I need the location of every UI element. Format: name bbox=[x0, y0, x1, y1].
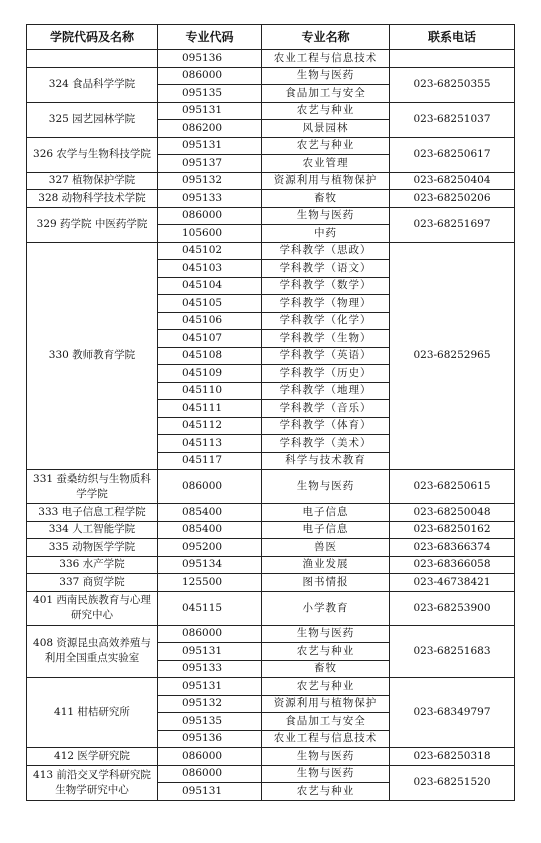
major-code-cell: 045104 bbox=[158, 277, 262, 295]
major-code-cell: 095132 bbox=[158, 695, 262, 713]
phone-cell: 023-68250615 bbox=[390, 470, 515, 504]
major-code-cell: 086000 bbox=[158, 748, 262, 766]
header-major: 专业名称 bbox=[262, 25, 390, 50]
table-row bbox=[27, 504, 515, 522]
major-name-cell: 学科教学（化学） bbox=[262, 312, 390, 330]
major-name-cell: 农艺与种业 bbox=[262, 102, 390, 120]
major-code-cell: 086000 bbox=[158, 625, 262, 643]
major-name-cell: 中药 bbox=[262, 225, 390, 243]
table-row bbox=[27, 556, 515, 574]
major-code-cell: 095131 bbox=[158, 137, 262, 155]
major-name-cell: 农艺与种业 bbox=[262, 643, 390, 661]
major-name-cell: 小学教育 bbox=[262, 591, 390, 625]
major-code-cell: 086000 bbox=[158, 470, 262, 504]
college-cell: 331 蚕桑纺织与生物质科学学院 bbox=[27, 470, 158, 504]
major-code-cell: 045106 bbox=[158, 312, 262, 330]
college-cell: 333 电子信息工程学院 bbox=[27, 504, 158, 522]
major-name-cell: 资源利用与植物保护 bbox=[262, 172, 390, 190]
college-cell: 330 教师教育学院 bbox=[27, 242, 158, 470]
major-name-cell: 畜牧 bbox=[262, 660, 390, 678]
table-row bbox=[27, 50, 515, 68]
phone-cell: 023-68250355 bbox=[390, 67, 515, 102]
major-name-cell: 资源利用与植物保护 bbox=[262, 695, 390, 713]
phone-cell: 023-68366374 bbox=[390, 539, 515, 557]
header-code: 专业代码 bbox=[158, 25, 262, 50]
major-name-cell: 食品加工与安全 bbox=[262, 713, 390, 731]
college-cell: 408 资源昆虫高效养殖与利用全国重点实验室 bbox=[27, 625, 158, 678]
major-code-cell: 045103 bbox=[158, 260, 262, 278]
table-row bbox=[27, 242, 515, 260]
major-name-cell: 渔业发展 bbox=[262, 556, 390, 574]
major-code-cell: 045109 bbox=[158, 365, 262, 383]
major-code-cell: 045117 bbox=[158, 452, 262, 470]
phone-cell: 023-68250048 bbox=[390, 504, 515, 522]
major-name-cell: 风景园林 bbox=[262, 120, 390, 138]
major-code-cell: 095131 bbox=[158, 643, 262, 661]
major-name-cell: 生物与医药 bbox=[262, 67, 390, 85]
major-name-cell: 农业工程与信息技术 bbox=[262, 50, 390, 68]
major-name-cell: 学科教学（体育） bbox=[262, 417, 390, 435]
phone-cell: 023-68251697 bbox=[390, 207, 515, 242]
major-name-cell: 学科教学（数学） bbox=[262, 277, 390, 295]
college-cell: 326 农学与生物科技学院 bbox=[27, 137, 158, 172]
major-code-cell: 095134 bbox=[158, 556, 262, 574]
major-name-cell: 生物与医药 bbox=[262, 748, 390, 766]
major-name-cell: 农艺与种业 bbox=[262, 137, 390, 155]
major-name-cell: 图书情报 bbox=[262, 574, 390, 592]
major-code-cell: 085400 bbox=[158, 521, 262, 539]
major-code-cell: 086000 bbox=[158, 765, 262, 783]
table-row bbox=[27, 625, 515, 643]
table-row bbox=[27, 470, 515, 504]
table-row bbox=[27, 67, 515, 85]
major-name-cell: 农艺与种业 bbox=[262, 678, 390, 696]
phone-cell: 023-68250162 bbox=[390, 521, 515, 539]
major-code-cell: 045111 bbox=[158, 400, 262, 418]
header-row bbox=[27, 25, 515, 50]
major-name-cell: 学科教学（历史） bbox=[262, 365, 390, 383]
major-name-cell: 学科教学（英语） bbox=[262, 347, 390, 365]
table-row bbox=[27, 765, 515, 783]
college-cell: 325 园艺园林学院 bbox=[27, 102, 158, 137]
phone-cell: 023-68251683 bbox=[390, 625, 515, 678]
major-name-cell: 生物与医药 bbox=[262, 625, 390, 643]
major-name-cell: 科学与技术教育 bbox=[262, 452, 390, 470]
major-code-cell: 095131 bbox=[158, 678, 262, 696]
major-code-cell: 095131 bbox=[158, 783, 262, 801]
table-row bbox=[27, 574, 515, 592]
major-code-cell: 045112 bbox=[158, 417, 262, 435]
phone-cell: 023-68250318 bbox=[390, 748, 515, 766]
major-code-cell: 095136 bbox=[158, 50, 262, 68]
phone-cell: 023-68253900 bbox=[390, 591, 515, 625]
major-code-cell: 095132 bbox=[158, 172, 262, 190]
table-row bbox=[27, 748, 515, 766]
major-name-cell: 学科教学（音乐） bbox=[262, 400, 390, 418]
major-name-cell: 食品加工与安全 bbox=[262, 85, 390, 103]
phone-cell: 023-68366058 bbox=[390, 556, 515, 574]
table-row bbox=[27, 207, 515, 225]
major-name-cell: 生物与医药 bbox=[262, 765, 390, 783]
table-row bbox=[27, 678, 515, 696]
major-code-cell: 045105 bbox=[158, 295, 262, 313]
table-row bbox=[27, 591, 515, 625]
table-row bbox=[27, 137, 515, 155]
major-code-cell: 105600 bbox=[158, 225, 262, 243]
major-code-cell: 095133 bbox=[158, 190, 262, 208]
college-cell: 334 人工智能学院 bbox=[27, 521, 158, 539]
major-name-cell: 学科教学（美术） bbox=[262, 435, 390, 453]
college-cell: 329 药学院 中医药学院 bbox=[27, 207, 158, 242]
phone-cell: 023-68252965 bbox=[390, 242, 515, 470]
header-college: 学院代码及名称 bbox=[27, 25, 158, 50]
college-cell: 324 食品科学学院 bbox=[27, 67, 158, 102]
college-cell: 336 水产学院 bbox=[27, 556, 158, 574]
major-name-cell: 学科教学（语文） bbox=[262, 260, 390, 278]
major-code-cell: 095137 bbox=[158, 155, 262, 173]
major-name-cell: 农业工程与信息技术 bbox=[262, 730, 390, 748]
college-cell bbox=[27, 50, 158, 68]
phone-cell: 023-68349797 bbox=[390, 678, 515, 748]
major-name-cell: 学科教学（地理） bbox=[262, 382, 390, 400]
major-code-cell: 125500 bbox=[158, 574, 262, 592]
major-code-cell: 045108 bbox=[158, 347, 262, 365]
college-cell: 337 商贸学院 bbox=[27, 574, 158, 592]
phone-cell: 023-68250404 bbox=[390, 172, 515, 190]
major-code-cell: 095135 bbox=[158, 713, 262, 731]
college-cell: 413 前沿交叉学科研究院生物学研究中心 bbox=[27, 765, 158, 800]
major-name-cell: 农艺与种业 bbox=[262, 783, 390, 801]
major-code-cell: 085400 bbox=[158, 504, 262, 522]
college-cell: 411 柑桔研究所 bbox=[27, 678, 158, 748]
major-name-cell: 兽医 bbox=[262, 539, 390, 557]
major-code-cell: 095200 bbox=[158, 539, 262, 557]
major-code-cell: 045115 bbox=[158, 591, 262, 625]
major-name-cell: 生物与医药 bbox=[262, 470, 390, 504]
major-name-cell: 学科教学（物理） bbox=[262, 295, 390, 313]
college-cell: 401 西南民族教育与心理研究中心 bbox=[27, 591, 158, 625]
phone-cell: 023-46738421 bbox=[390, 574, 515, 592]
major-name-cell: 畜牧 bbox=[262, 190, 390, 208]
phone-cell: 023-68250206 bbox=[390, 190, 515, 208]
major-code-cell: 086200 bbox=[158, 120, 262, 138]
major-code-cell: 086000 bbox=[158, 67, 262, 85]
college-cell: 412 医学研究院 bbox=[27, 748, 158, 766]
major-code-cell: 095131 bbox=[158, 102, 262, 120]
header-phone: 联系电话 bbox=[390, 25, 515, 50]
majors-table bbox=[26, 24, 515, 801]
college-cell: 335 动物医学学院 bbox=[27, 539, 158, 557]
major-code-cell: 045113 bbox=[158, 435, 262, 453]
major-code-cell: 095135 bbox=[158, 85, 262, 103]
table-row bbox=[27, 539, 515, 557]
table-row bbox=[27, 172, 515, 190]
table-row bbox=[27, 102, 515, 120]
major-code-cell: 086000 bbox=[158, 207, 262, 225]
major-code-cell: 095133 bbox=[158, 660, 262, 678]
phone-cell: 023-68251037 bbox=[390, 102, 515, 137]
college-cell: 328 动物科学技术学院 bbox=[27, 190, 158, 208]
table-row bbox=[27, 521, 515, 539]
major-name-cell: 学科教学（思政） bbox=[262, 242, 390, 260]
major-name-cell: 农业管理 bbox=[262, 155, 390, 173]
major-code-cell: 045110 bbox=[158, 382, 262, 400]
table-row bbox=[27, 190, 515, 208]
phone-cell: 023-68250617 bbox=[390, 137, 515, 172]
major-code-cell: 045102 bbox=[158, 242, 262, 260]
major-code-cell: 045107 bbox=[158, 330, 262, 348]
phone-cell: 023-68251520 bbox=[390, 765, 515, 800]
major-name-cell: 生物与医药 bbox=[262, 207, 390, 225]
major-code-cell: 095136 bbox=[158, 730, 262, 748]
major-name-cell: 学科教学（生物） bbox=[262, 330, 390, 348]
major-name-cell: 电子信息 bbox=[262, 504, 390, 522]
major-name-cell: 电子信息 bbox=[262, 521, 390, 539]
college-cell: 327 植物保护学院 bbox=[27, 172, 158, 190]
phone-cell bbox=[390, 50, 515, 68]
